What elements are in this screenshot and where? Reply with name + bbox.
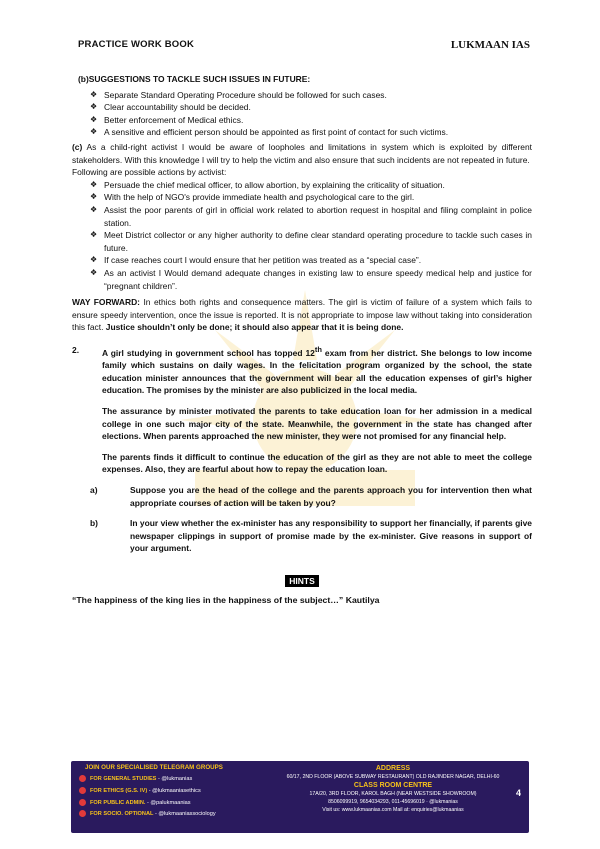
telegram-groups <box>75 764 271 821</box>
header-brand: LUKMAAN IAS <box>450 39 530 51</box>
list-item: ❖ As an activist I Would demand adequate changes in existing law to ensure speedy medical help and justice for “pregnant children”. <box>90 267 532 291</box>
footer-banner <box>71 761 529 833</box>
hints-heading: HINTS <box>72 575 532 588</box>
list-item: ❖ With the help of NGO's provide immediate health and psychological care to the girl. <box>90 192 415 203</box>
diamond-bullet-icon: ❖ <box>90 192 98 202</box>
question-paragraph-2: The assurance by minister motivated the parents to take education loan for her admission in a medical college in one such major city of the state. Meanwhile, the government in the state has changed after elections. When parents approached the new minister, they were not promised for any financial help. <box>102 406 532 442</box>
class-room-title: CLASS ROOM CENTRE <box>353 782 433 789</box>
way-forward-paragraph: WAY FORWARD: In ethics both rights and consequence matters. The girl is victim of failure of a system which fails to ensure speedy intervention, once the issue is reported. It is not appropriate to impose law without taking into consideration this fact. Justice shouldn’t only be done; it should also appear that it is being done. <box>72 297 532 333</box>
sub-question-label: b) <box>90 518 98 529</box>
question-paragraph-1: A girl studying in government school has topped 12th exam from her district. She belongs to low income family which sustains on daily wages. In the felicitation program organized by the school, the state education minister announces that the government will bear all the education expenses of girl’s higher education. The promises by the minister are also publicized in the local media. <box>102 344 532 396</box>
address-block <box>277 764 509 814</box>
question-number: 2. <box>72 344 80 355</box>
phone-numbers: 8506099919, 9654034293, 011-45696019 · @lukmanias <box>328 799 458 805</box>
section-c-list <box>90 179 532 292</box>
list-item: ❖ If case reaches court I would ensure that her petition was treated as a “special case”. <box>90 255 422 266</box>
diamond-bullet-icon: ❖ <box>90 267 98 277</box>
telegram-groups-title: JOIN OUR SPECIALISED TELEGRAM GROUPS <box>85 764 223 771</box>
telegram-icon <box>79 787 86 794</box>
list-item: ❖ Persuade the chief medical officer, to allow abortion, by explaining the criticality of situation. <box>90 179 445 190</box>
telegram-icon <box>79 810 86 817</box>
section-c-intro: Following are possible actions by activist: <box>72 167 227 178</box>
question-2 <box>72 344 532 476</box>
list-item: ❖ Clear accountability should be decided. <box>90 102 251 113</box>
list-item: ❖ Meet District collector or any higher authority to define clear standard operating procedure to tackle such cases in future. <box>90 230 532 253</box>
diamond-bullet-icon: ❖ <box>90 255 98 265</box>
telegram-group-item[interactable]: FOR GENERAL STUDIES - @lukmanias <box>75 774 271 786</box>
address-title: ADDRESS <box>375 765 411 772</box>
page-number: 4 <box>515 788 521 798</box>
diamond-bullet-icon: ❖ <box>90 179 98 189</box>
hints-quote: “The happiness of the king lies in the happiness of the subject…” Kautilya <box>72 594 380 605</box>
diamond-bullet-icon: ❖ <box>90 127 98 137</box>
telegram-group-item[interactable]: FOR SOCIO. OPTIONAL - @lukmaaniassociology <box>75 809 271 821</box>
list-item: ❖ Assist the poor parents of girl in official work related to abortion request in hospital and filing complaint in police station. <box>90 204 532 228</box>
question-paragraph-3: The parents finds it difficult to continue the education of the girl as they are not able to meet the college expenses. Also, they are fearful about how to repay the education loan. <box>102 451 532 475</box>
list-item: ❖ Better enforcement of Medical ethics. <box>90 114 244 125</box>
section-c-paragraph: (c) As a child-right activist I would be aware of loopholes and limitations in system which is exploited by different stakeholders. With this knowledge I will try to help the victim and also ensure that such incidents are not repeated in future. <box>72 141 532 165</box>
diamond-bullet-icon: ❖ <box>90 114 98 124</box>
class-room-address: 17A/20, 3RD FLOOR, KAROL BAGH (NEAR WESTSIDE SHOWROOM) <box>309 791 477 797</box>
list-item: ❖ Separate Standard Operating Procedure should be followed for such cases. <box>90 89 387 100</box>
sub-question-label: a) <box>90 485 98 496</box>
telegram-icon <box>79 799 86 806</box>
section-b-title: (b)SUGGESTIONS TO TACKLE SUCH ISSUES IN FUTURE: <box>78 74 311 84</box>
website-mail[interactable]: Visit us: www.lukmaanias.com Mail at: enquiries@lukmaanias <box>322 807 464 813</box>
address-line: 60/17, 2ND FLOOR (ABOVE SUBWAY RESTAURANT) OLD RAJINDER NAGAR, DELHI-60 <box>286 774 500 780</box>
sub-question-a: a) Suppose you are the head of the college and the parents approach you for intervention then what appropriate courses of action will be taken by you? <box>90 485 532 508</box>
section-b-list <box>90 89 532 139</box>
telegram-group-item[interactable]: FOR PUBLIC ADMIN. - @palukmaanias <box>75 798 271 810</box>
diamond-bullet-icon: ❖ <box>90 230 98 240</box>
list-item: ❖ A sensitive and efficient person should be appointed as first point of contact for such victims. <box>90 127 449 138</box>
telegram-icon <box>79 775 86 782</box>
header-title: PRACTICE WORK BOOK <box>78 39 195 50</box>
diamond-bullet-icon: ❖ <box>90 102 98 112</box>
sub-question-b: b) In your view whether the ex-minister has any responsibility to support her financially, if parents give newspaper clippings in support of promise made by the ex-minister. Give reasons in support of your argument. <box>90 518 532 554</box>
diamond-bullet-icon: ❖ <box>90 89 98 99</box>
diamond-bullet-icon: ❖ <box>90 204 98 214</box>
telegram-group-item[interactable]: FOR ETHICS (G.S. IV) - @lukmaaniasethics <box>75 786 271 798</box>
page-header <box>78 39 530 55</box>
document-body <box>72 73 532 606</box>
